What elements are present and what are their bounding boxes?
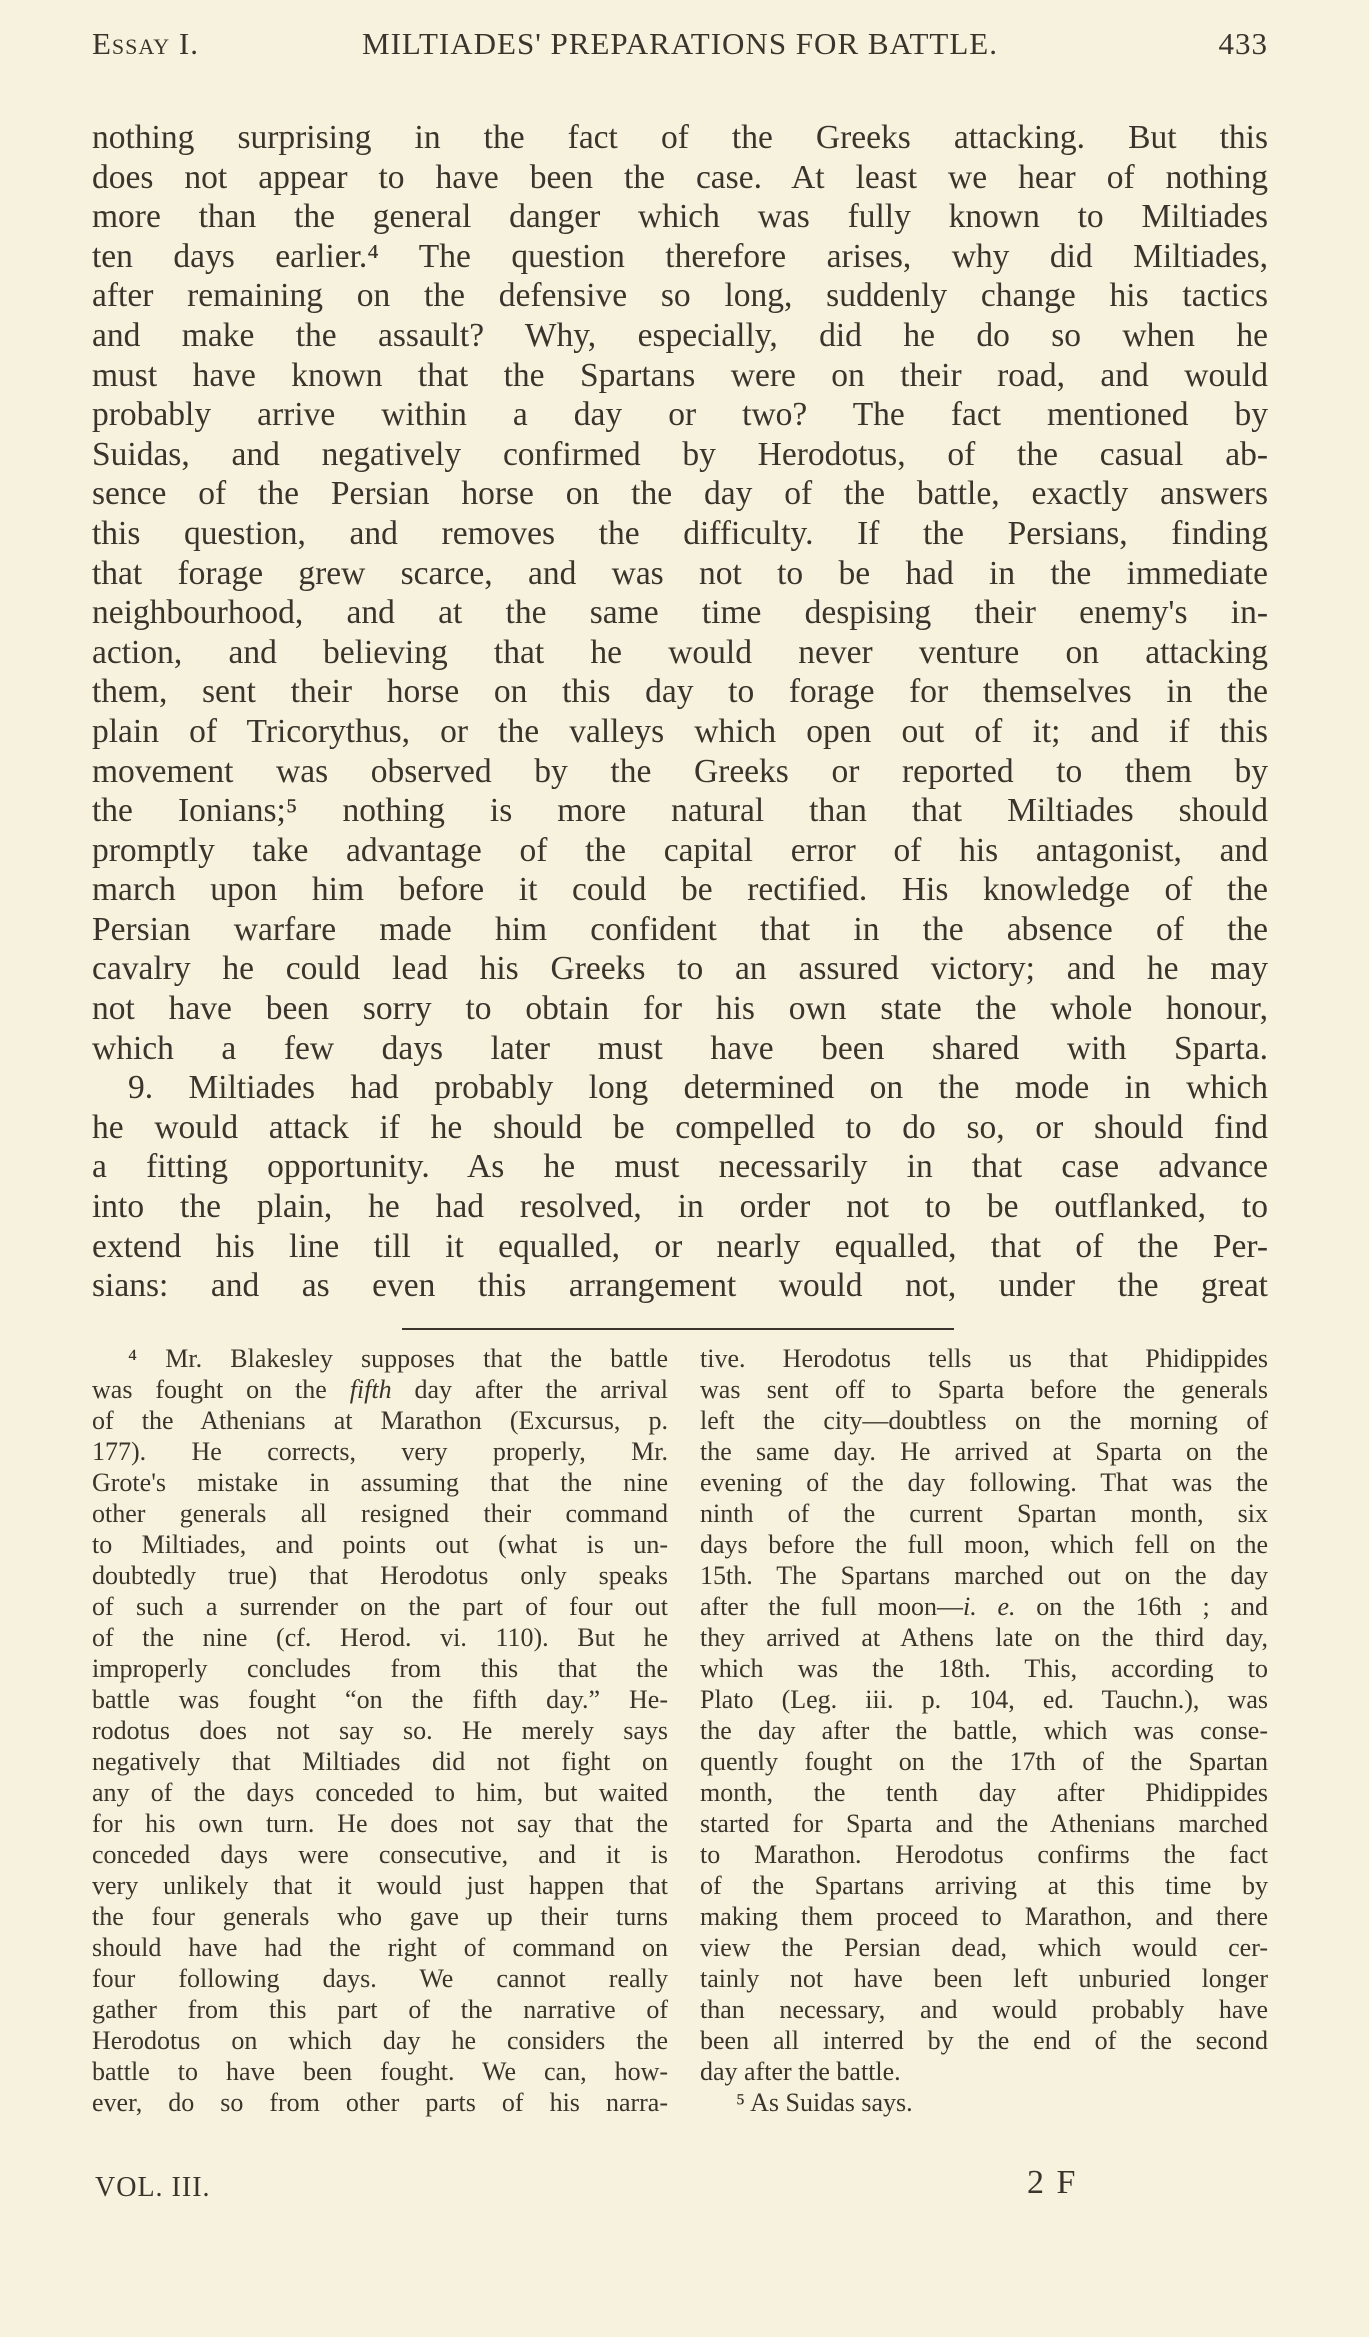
body-line: Persian warfare made him confident that in the absence of the xyxy=(92,910,1268,948)
body-line: movement was observed by the Greeks or reported to them by xyxy=(92,752,1268,790)
footnote-line xyxy=(700,1591,1268,1622)
footnote-line: ⁴ Mr. Blakesley supposes that the battle xyxy=(128,1344,668,1373)
body-line: the Ionians;⁵ nothing is more natural than that Miltiades should xyxy=(92,792,1268,830)
footnote-line: quently fought on the 17th of the Spartan xyxy=(700,1747,1268,1776)
footnote-line: been all interred by the end of the second xyxy=(700,2026,1268,2055)
italic-text: fifth xyxy=(349,1375,392,1404)
body-line: 9. Miltiades had probably long determined on the mode in which xyxy=(128,1069,1268,1107)
footnote-line: rodotus does not say so. He merely says xyxy=(92,1716,668,1745)
body-line: march upon him before it could be rectified. His knowledge of the xyxy=(92,871,1268,909)
footnote-line: any of the days conceded to him, but waited xyxy=(92,1778,668,1807)
footnotes-right-column xyxy=(700,1343,1268,2118)
footnotes-left-column xyxy=(92,1343,668,2118)
body-line: which a few days later must have been shared with Sparta. xyxy=(92,1029,1268,1067)
footnote-text: was fought on the xyxy=(92,1375,350,1404)
body-line: probably arrive within a day or two? The fact mentioned by xyxy=(92,396,1268,434)
body-line: must have known that the Spartans were on their road, and would xyxy=(92,356,1268,394)
body-line: and make the assault? Why, especially, did he do so when he xyxy=(92,316,1268,354)
footnote-line: should have had the right of command on xyxy=(92,1933,668,1962)
body-line: a fitting opportunity. As he must necessarily in that case advance xyxy=(92,1148,1268,1186)
footnote-line: the day after the battle, which was conse- xyxy=(700,1716,1268,1745)
body-line: action, and believing that he would never venture on attacking xyxy=(92,633,1268,671)
footnote-line: to Miltiades, and points out (what is un- xyxy=(92,1530,668,1559)
footnote-line: day after the battle. xyxy=(700,2057,901,2086)
footnote-line: of the nine (cf. Herod. vi. 110). But he xyxy=(92,1623,668,1652)
footnote-text: after the full moon— xyxy=(700,1592,963,1621)
footnote-text: on the 16th ; and xyxy=(1015,1592,1268,1621)
running-header xyxy=(92,26,1268,66)
footnote-line: of such a surrender on the part of four out xyxy=(92,1592,668,1621)
footnote-line: the four generals who gave up their turns xyxy=(92,1902,668,1931)
footnote-line: tive. Herodotus tells us that Phidippides xyxy=(700,1344,1268,1373)
footnote-line: ever, do so from other parts of his narra- xyxy=(92,2088,668,2117)
body-line: Suidas, and negatively confirmed by Herodotus, of the casual ab- xyxy=(92,435,1268,473)
footnote-line: for his own turn. He does not say that the xyxy=(92,1809,668,1838)
body-line: cavalry he could lead his Greeks to an assured victory; and he may xyxy=(92,950,1268,988)
body-line: promptly take advantage of the capital error of his antagonist, and xyxy=(92,831,1268,869)
body-line: them, sent their horse on this day to forage for themselves in the xyxy=(92,673,1268,711)
footnote-line: Herodotus on which day he considers the xyxy=(92,2026,668,2055)
footnote-line: ninth of the current Spartan month, six xyxy=(700,1499,1268,1528)
footnote-line: ⁵ As Suidas says. xyxy=(736,2088,913,2117)
footnote-line: Grote's mistake in assuming that the nine xyxy=(92,1468,668,1497)
footnote-line: four following days. We cannot really xyxy=(92,1964,668,1993)
italic-text: i. e. xyxy=(962,1592,1016,1621)
footnote-line: which was the 18th. This, according to xyxy=(700,1654,1268,1683)
body-line: into the plain, he had resolved, in order not to be outflanked, to xyxy=(92,1188,1268,1226)
body-line: that forage grew scarce, and was not to be had in the immediate xyxy=(92,554,1268,592)
body-line: ten days earlier.⁴ The question therefore arises, why did Miltiades, xyxy=(92,237,1268,275)
footnote-line: battle to have been fought. We can, how- xyxy=(92,2057,668,2086)
footnote-line: tainly not have been left unburied longer xyxy=(700,1964,1268,1993)
footnote-line: negatively that Miltiades did not fight on xyxy=(92,1747,668,1776)
footnote-divider xyxy=(402,1328,954,1330)
footnote-line: to Marathon. Herodotus confirms the fact xyxy=(700,1840,1268,1869)
footnote-line: making them proceed to Marathon, and there xyxy=(700,1902,1268,1931)
footnote-line: of the Spartans arriving at this time by xyxy=(700,1871,1268,1900)
footnote-line: Plato (Leg. iii. p. 104, ed. Tauchn.), was xyxy=(700,1685,1268,1714)
footnote-line: started for Sparta and the Athenians marched xyxy=(700,1809,1268,1838)
footnote-line: of the Athenians at Marathon (Excursus, p. xyxy=(92,1406,668,1435)
body-line: sence of the Persian horse on the day of the battle, exactly answers xyxy=(92,475,1268,513)
body-line: more than the general danger which was fully known to Miltiades xyxy=(92,198,1268,236)
footnote-line: they arrived at Athens late on the third day, xyxy=(700,1623,1268,1652)
body-line: does not appear to have been the case. At least we hear of nothing xyxy=(92,158,1268,196)
body-line: nothing surprising in the fact of the Greeks attacking. But this xyxy=(92,119,1268,156)
footnote-line: gather from this part of the narrative of xyxy=(92,1995,668,2024)
footnote-line: month, the tenth day after Phidippides xyxy=(700,1778,1268,1807)
footnote-line: battle was fought “on the fifth day.” He- xyxy=(92,1685,668,1714)
footnote-text: day after the arrival xyxy=(391,1375,668,1404)
body-text xyxy=(92,118,1268,1306)
page-number: 433 xyxy=(1218,26,1268,61)
signature-mark: 2 F xyxy=(1027,2164,1078,2201)
essay-label: Essay I. xyxy=(92,26,199,61)
footnote-line: other generals all resigned their command xyxy=(92,1499,668,1528)
body-line: extend his line till it equalled, or nearly equalled, that of the Per- xyxy=(92,1227,1268,1265)
footnote-line: 177). He corrects, very properly, Mr. xyxy=(92,1437,668,1466)
body-line: this question, and removes the difficulty. If the Persians, finding xyxy=(92,514,1268,552)
footnote-line: 15th. The Spartans marched out on the day xyxy=(700,1561,1268,1590)
footnote-line: view the Persian dead, which would cer- xyxy=(700,1933,1268,1962)
footnote-line: conceded days were consecutive, and it is xyxy=(92,1840,668,1869)
body-line: he would attack if he should be compelled to do so, or should find xyxy=(92,1108,1268,1146)
page-title: MILTIADES' PREPARATIONS FOR BATTLE. xyxy=(362,26,998,61)
footnote-line: very unlikely that it would just happen that xyxy=(92,1871,668,1900)
footnote-line xyxy=(92,1374,668,1405)
footnote-line: than necessary, and would probably have xyxy=(700,1995,1268,2024)
body-line: plain of Tricorythus, or the valleys which open out of it; and if this xyxy=(92,712,1268,750)
footnote-line: doubtedly true) that Herodotus only speaks xyxy=(92,1561,668,1590)
footnote-line: left the city—doubtless on the morning of xyxy=(700,1406,1268,1435)
body-line: not have been sorry to obtain for his own state the whole honour, xyxy=(92,990,1268,1028)
body-line: sians: and as even this arrangement would not, under the great xyxy=(92,1267,1268,1305)
footnote-line: the same day. He arrived at Sparta on the xyxy=(700,1437,1268,1466)
footnote-line: improperly concludes from this that the xyxy=(92,1654,668,1683)
footnote-line: days before the full moon, which fell on the xyxy=(700,1530,1268,1559)
footnote-line: was sent off to Sparta before the generals xyxy=(700,1375,1268,1404)
body-line: neighbourhood, and at the same time despising their enemy's in- xyxy=(92,594,1268,632)
body-line: after remaining on the defensive so long, suddenly change his tactics xyxy=(92,277,1268,315)
footnote-line: evening of the day following. That was the xyxy=(700,1468,1268,1497)
volume-label: VOL. III. xyxy=(95,2172,211,2203)
